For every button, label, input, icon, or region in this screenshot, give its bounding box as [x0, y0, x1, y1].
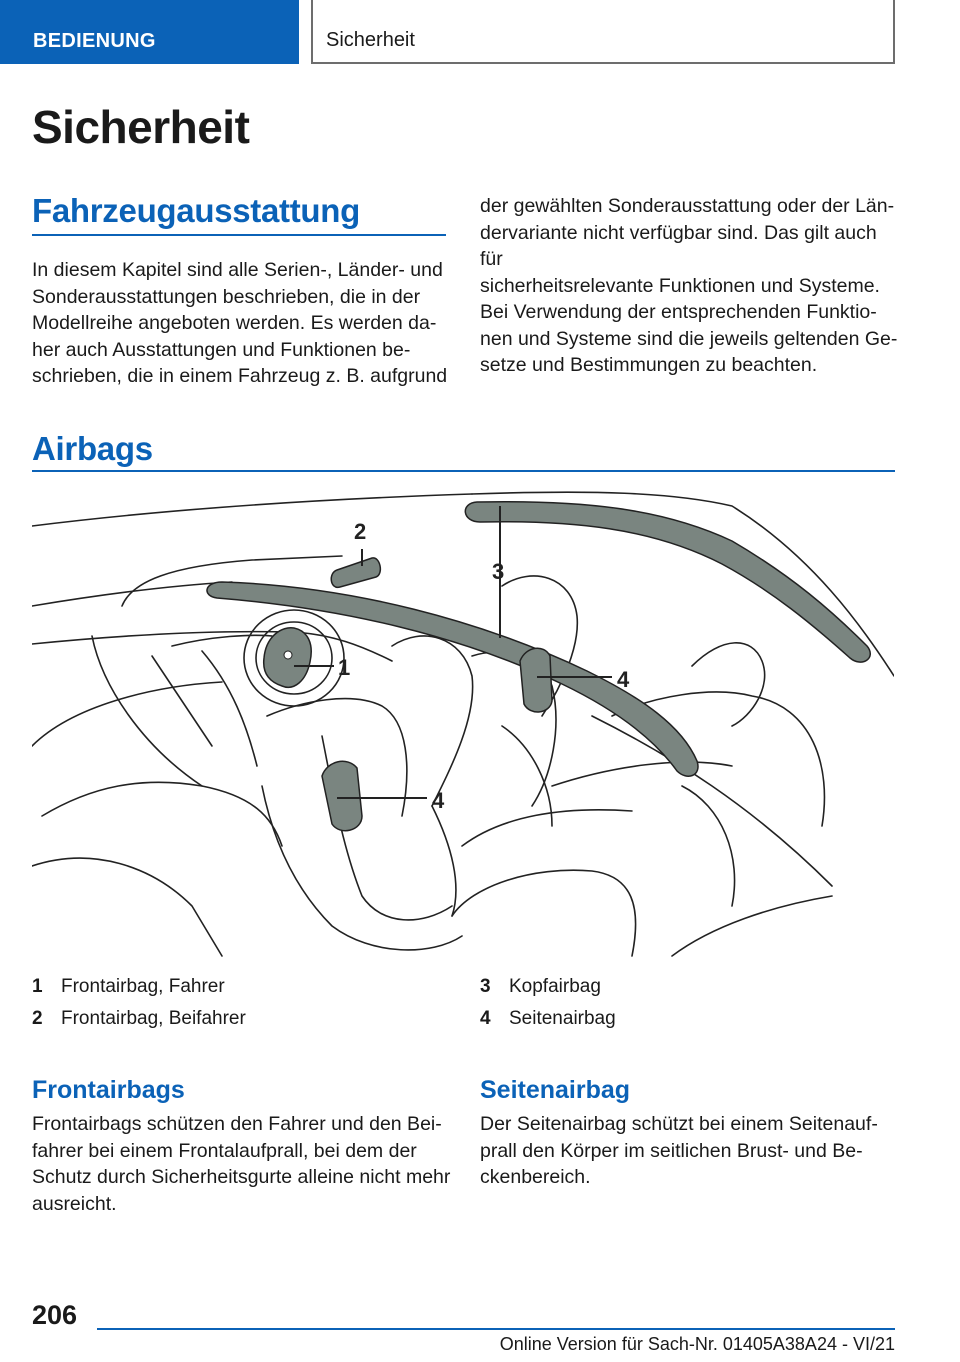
heading-rule: [32, 470, 895, 472]
page-title: Sicherheit: [32, 101, 250, 153]
text-line: schrieben, die in einem Fahrzeug z. B. aufgrund: [32, 365, 448, 387]
legend-label: Seitenairbag: [509, 1008, 616, 1029]
legend-number: 1: [32, 976, 43, 997]
page-number: 206: [32, 1300, 78, 1330]
callout-4-driver: 4: [432, 788, 445, 813]
callout-2: 2: [354, 519, 367, 544]
text-line: fahrer bei einem Frontalaufprall, bei dem der: [32, 1139, 417, 1162]
legend-item: [32, 1008, 452, 1040]
intro-paragraph-col1: [32, 257, 452, 390]
legend-number: 4: [480, 1008, 491, 1029]
section-tab: BEDIENUNG: [0, 0, 299, 64]
legend-item: [480, 976, 900, 1008]
text-line: der gewählten Sonderausstattung oder der Län-: [480, 195, 895, 217]
text-line: Schutz durch Sicherheitsgurte alleine nicht mehr: [32, 1166, 451, 1188]
airbag-illustration: [32, 486, 894, 964]
legend-label: Kopfairbag: [509, 976, 601, 997]
legend-label: Frontairbag, Beifahrer: [61, 1008, 246, 1029]
heading-seitenairbag: Seitenairbag: [480, 1076, 631, 1104]
intro-paragraph-col2: [480, 193, 900, 379]
text-line: her auch Ausstattungen und Funktionen be-: [32, 338, 411, 361]
callout-3: 3: [492, 559, 505, 584]
text-line: setze und Bestimmungen zu beachten.: [480, 354, 818, 376]
text-line: In diesem Kapitel sind alle Serien-, Länder- und: [32, 259, 443, 281]
callout-1: 1: [338, 655, 351, 680]
heading-airbags: Airbags: [32, 430, 153, 467]
airbag-legend-col1: [32, 976, 452, 1040]
airbag-legend-col2: [480, 976, 900, 1040]
text-line: Bei Verwendung der entsprechenden Funktio-: [480, 301, 877, 323]
text-line: Der Seitenairbag schützt bei einem Seitenauf-: [480, 1113, 878, 1135]
footer-rule: [97, 1328, 895, 1330]
frontairbags-paragraph: [32, 1111, 457, 1217]
text-line: ckenbereich.: [480, 1166, 591, 1188]
legend-item: [480, 1008, 900, 1040]
footer-version-text: Online Version für Sach-Nr. 01405A38A24 - VI/21: [499, 1334, 895, 1354]
text-line: Sonderausstattungen beschrieben, die in der: [32, 285, 421, 308]
seitenairbag-paragraph: [480, 1111, 900, 1191]
legend-item: [32, 976, 452, 1008]
legend-number: 3: [480, 976, 491, 997]
text-line: ausreicht.: [32, 1192, 117, 1215]
text-line: prall den Körper im seitlichen Brust- und Be-: [480, 1139, 863, 1162]
legend-number: 2: [32, 1008, 43, 1029]
callout-4-passenger: 4: [617, 667, 630, 692]
text-line: Frontairbags schützen den Fahrer und den Bei-: [32, 1113, 442, 1135]
text-line: Modellreihe angeboten werden. Es werden da-: [32, 312, 437, 334]
heading-fahrzeugausstattung: Fahrzeugausstattung: [32, 192, 360, 229]
text-line: nen und Systeme sind die jeweils geltenden Ge-: [480, 327, 898, 350]
heading-rule: [32, 234, 446, 236]
chapter-tab: Sicherheit: [311, 0, 895, 64]
legend-label: Frontairbag, Fahrer: [61, 976, 225, 997]
text-line: sicherheitsrelevante Funktionen und Systeme.: [480, 274, 880, 297]
heading-frontairbags: Frontairbags: [32, 1076, 185, 1104]
text-line: dervariante nicht verfügbar sind. Das gilt auch für: [480, 221, 877, 270]
